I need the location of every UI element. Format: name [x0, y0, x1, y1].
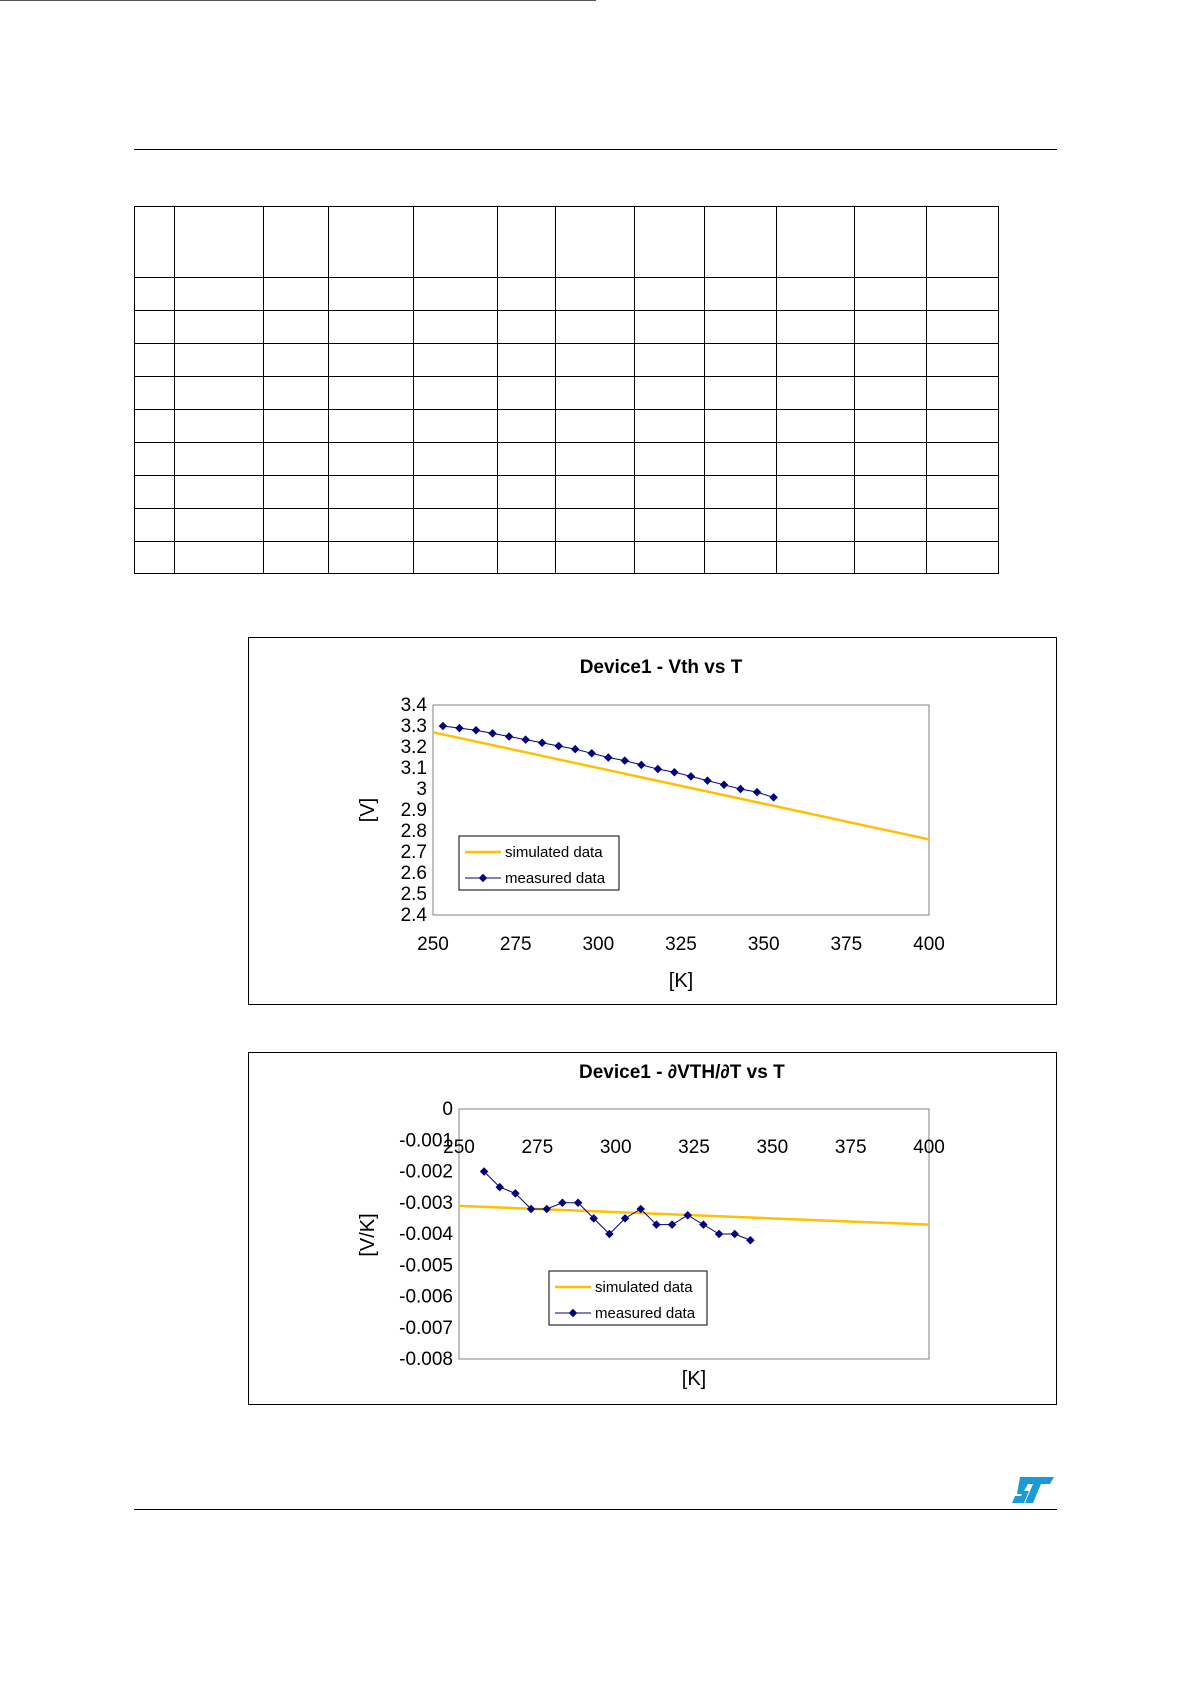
y-tick-label: -0.007 — [399, 1317, 453, 1339]
x-tick-label: 350 — [747, 934, 780, 955]
table-cell — [927, 509, 999, 542]
data-point-measured — [769, 793, 777, 801]
table-cell — [705, 311, 777, 344]
table-cell — [329, 509, 414, 542]
table-cell — [705, 476, 777, 509]
table-row — [135, 278, 999, 311]
table-cell — [135, 207, 175, 278]
table-cell — [498, 377, 556, 410]
table-cell — [498, 278, 556, 311]
table-cell — [329, 377, 414, 410]
series-line-simulated — [433, 732, 929, 839]
y-tick-label: -0.001 — [399, 1130, 453, 1152]
chart-vth-vs-t — [248, 637, 1057, 1005]
data-point-measured — [538, 739, 546, 747]
table-row — [135, 207, 999, 278]
table-cell — [705, 443, 777, 476]
data-point-measured — [472, 726, 480, 734]
table-cell — [329, 311, 414, 344]
legend-label-measured: measured data — [505, 870, 606, 887]
table-cell — [175, 344, 264, 377]
table-cell — [264, 311, 329, 344]
y-tick-label: 2.6 — [400, 863, 427, 884]
table-cell — [135, 377, 175, 410]
table-cell — [175, 311, 264, 344]
data-point-measured — [521, 735, 529, 743]
table-cell — [855, 344, 927, 377]
y-tick-label: -0.006 — [399, 1286, 453, 1308]
x-axis-label: [K] — [681, 1368, 707, 1390]
chart-title: Device1 - Vth vs T — [579, 657, 743, 678]
table-cell — [329, 278, 414, 311]
table-cell — [414, 542, 498, 574]
table-cell — [175, 542, 264, 574]
table-cell — [264, 410, 329, 443]
table-cell — [414, 476, 498, 509]
table-cell — [777, 311, 855, 344]
table-cell — [414, 410, 498, 443]
x-tick-label: 350 — [756, 1137, 789, 1158]
data-point-measured — [703, 776, 711, 784]
table-row — [135, 476, 999, 509]
y-axis-label: [V/K] — [357, 1213, 379, 1257]
data-point-measured — [554, 742, 562, 750]
y-tick-label: 3.2 — [400, 737, 427, 758]
table-cell — [556, 311, 635, 344]
table-cell — [777, 344, 855, 377]
table-cell — [414, 509, 498, 542]
table-cell — [135, 542, 175, 574]
table-cell — [175, 443, 264, 476]
table-cell — [175, 278, 264, 311]
table-cell — [635, 542, 705, 574]
footer-rule — [134, 1509, 1057, 1510]
table-cell — [264, 509, 329, 542]
table-cell — [414, 344, 498, 377]
table-cell — [264, 344, 329, 377]
x-tick-label: 325 — [665, 934, 697, 955]
y-tick-label: 3.3 — [400, 716, 427, 737]
y-tick-label: 3.1 — [400, 758, 427, 779]
table-cell — [498, 509, 556, 542]
table-cell — [635, 377, 705, 410]
table-cell — [705, 509, 777, 542]
table-cell — [264, 278, 329, 311]
table-cell — [264, 443, 329, 476]
data-point-measured — [715, 1230, 723, 1238]
table-cell — [135, 476, 175, 509]
table-cell — [635, 410, 705, 443]
table-row — [135, 377, 999, 410]
chart-vth-svg — [249, 638, 1056, 1004]
chart-dvth-svg — [249, 1053, 1056, 1404]
table-cell — [705, 410, 777, 443]
x-tick-label: 375 — [830, 934, 863, 955]
table-cell — [927, 542, 999, 574]
table-cell — [705, 542, 777, 574]
table-cell — [927, 476, 999, 509]
table-cell — [855, 443, 927, 476]
table-cell — [705, 207, 777, 278]
table-row — [135, 410, 999, 443]
data-point-measured — [654, 765, 662, 773]
table-cell — [175, 476, 264, 509]
data-point-measured — [542, 1205, 550, 1213]
data-point-measured — [637, 761, 645, 769]
table-cell — [498, 542, 556, 574]
table-cell — [777, 509, 855, 542]
x-tick-label: 400 — [913, 1137, 945, 1158]
page-stub-rule — [0, 0, 596, 1]
y-tick-label: 3.4 — [400, 695, 427, 716]
y-tick-label: 2.8 — [400, 821, 427, 842]
table-cell — [264, 377, 329, 410]
data-point-measured — [604, 753, 612, 761]
x-tick-label: 275 — [521, 1137, 554, 1158]
table-cell — [777, 542, 855, 574]
table-cell — [556, 377, 635, 410]
table-cell — [855, 278, 927, 311]
y-tick-label: 2.7 — [400, 842, 427, 863]
y-tick-label: 2.4 — [400, 905, 427, 926]
table-cell — [264, 542, 329, 574]
data-point-measured — [558, 1199, 566, 1207]
table-cell — [414, 311, 498, 344]
table-row — [135, 443, 999, 476]
table-cell — [777, 443, 855, 476]
table-cell — [635, 443, 705, 476]
data-point-measured — [746, 1236, 754, 1244]
table-cell — [635, 311, 705, 344]
table-cell — [927, 410, 999, 443]
legend — [459, 836, 619, 890]
table-cell — [855, 311, 927, 344]
y-tick-label: -0.005 — [399, 1255, 453, 1277]
table-cell — [264, 207, 329, 278]
table-cell — [927, 377, 999, 410]
table-cell — [264, 476, 329, 509]
table-row — [135, 542, 999, 574]
table-cell — [855, 476, 927, 509]
table-row — [135, 344, 999, 377]
table-cell — [635, 207, 705, 278]
table-cell — [635, 476, 705, 509]
table-cell — [927, 311, 999, 344]
table-cell — [556, 443, 635, 476]
table-cell — [329, 344, 414, 377]
legend-label-simulated: simulated data — [595, 1279, 693, 1296]
table-cell — [175, 377, 264, 410]
y-tick-label: -0.008 — [399, 1349, 453, 1370]
table-cell — [556, 344, 635, 377]
data-point-measured — [668, 1220, 676, 1228]
table-cell — [498, 410, 556, 443]
table-cell — [556, 410, 635, 443]
table-cell — [855, 509, 927, 542]
table-cell — [135, 278, 175, 311]
table-cell — [414, 207, 498, 278]
table-cell — [135, 410, 175, 443]
table-cell — [329, 207, 414, 278]
x-tick-label: 400 — [913, 934, 945, 955]
data-point-measured — [683, 1211, 691, 1219]
data-point-measured — [571, 745, 579, 753]
table-cell — [556, 207, 635, 278]
table-cell — [498, 476, 556, 509]
table-cell — [927, 207, 999, 278]
y-tick-label: 0 — [442, 1099, 453, 1120]
legend-label-measured: measured data — [595, 1305, 696, 1322]
table-cell — [635, 278, 705, 311]
table-cell — [777, 476, 855, 509]
table-cell — [705, 377, 777, 410]
table-cell — [414, 377, 498, 410]
table-cell — [329, 410, 414, 443]
table-cell — [777, 207, 855, 278]
table-cell — [777, 377, 855, 410]
table-cell — [705, 278, 777, 311]
table-cell — [135, 509, 175, 542]
data-point-measured — [587, 749, 595, 757]
table-cell — [855, 207, 927, 278]
data-point-measured — [736, 785, 744, 793]
table-cell — [777, 410, 855, 443]
table-cell — [498, 311, 556, 344]
data-point-measured — [753, 788, 761, 796]
table-cell — [414, 443, 498, 476]
data-point-measured — [621, 756, 629, 764]
data-point-measured — [455, 724, 463, 732]
table-cell — [927, 443, 999, 476]
table-cell — [414, 278, 498, 311]
table-cell — [135, 344, 175, 377]
table-cell — [855, 542, 927, 574]
table-cell — [498, 207, 556, 278]
table-cell — [927, 278, 999, 311]
table-cell — [135, 443, 175, 476]
table-cell — [329, 476, 414, 509]
table-cell — [175, 410, 264, 443]
data-table — [134, 206, 999, 574]
x-tick-label: 250 — [417, 934, 449, 955]
table-cell — [498, 344, 556, 377]
table-cell — [556, 509, 635, 542]
header-rule — [134, 149, 1057, 150]
table-cell — [777, 278, 855, 311]
data-point-measured — [720, 781, 728, 789]
table-row — [135, 311, 999, 344]
y-tick-label: 2.5 — [400, 884, 427, 905]
x-tick-label: 250 — [443, 1137, 475, 1158]
y-axis-label: [V] — [357, 797, 379, 823]
series-line-measured — [484, 1172, 750, 1241]
x-axis-label: [K] — [668, 970, 694, 992]
y-tick-label: 2.9 — [400, 800, 427, 821]
y-tick-label: -0.002 — [399, 1161, 453, 1183]
st-logo-icon — [1010, 1475, 1056, 1505]
table-cell — [135, 311, 175, 344]
data-point-measured — [488, 729, 496, 737]
y-tick-label: -0.004 — [399, 1224, 453, 1245]
y-tick-label: -0.003 — [399, 1192, 453, 1214]
chart-title: Device1 - ∂VTH/∂T vs T — [579, 1062, 785, 1083]
data-point-measured — [670, 768, 678, 776]
table-cell — [175, 207, 264, 278]
data-point-measured — [730, 1230, 738, 1238]
x-tick-label: 375 — [834, 1137, 867, 1158]
legend-label-simulated: simulated data — [505, 844, 603, 861]
table-cell — [329, 542, 414, 574]
table-cell — [556, 476, 635, 509]
chart-dvth-dt-vs-t — [248, 1052, 1057, 1405]
table-row — [135, 509, 999, 542]
table-cell — [635, 509, 705, 542]
data-point-measured — [699, 1220, 707, 1228]
table-cell — [927, 344, 999, 377]
table-cell — [556, 278, 635, 311]
data-point-measured — [687, 772, 695, 780]
table-cell — [705, 344, 777, 377]
data-point-measured — [505, 732, 513, 740]
x-tick-label: 300 — [582, 934, 615, 955]
table-cell — [556, 542, 635, 574]
y-tick-label: 3 — [416, 779, 427, 800]
data-point-measured — [439, 722, 447, 730]
table-cell — [329, 443, 414, 476]
table-cell — [498, 443, 556, 476]
table-cell — [635, 344, 705, 377]
table-cell — [175, 509, 264, 542]
legend — [549, 1271, 707, 1325]
table-cell — [855, 410, 927, 443]
x-tick-label: 300 — [599, 1137, 632, 1158]
table-cell — [855, 377, 927, 410]
x-tick-label: 325 — [678, 1137, 710, 1158]
x-tick-label: 275 — [499, 934, 532, 955]
